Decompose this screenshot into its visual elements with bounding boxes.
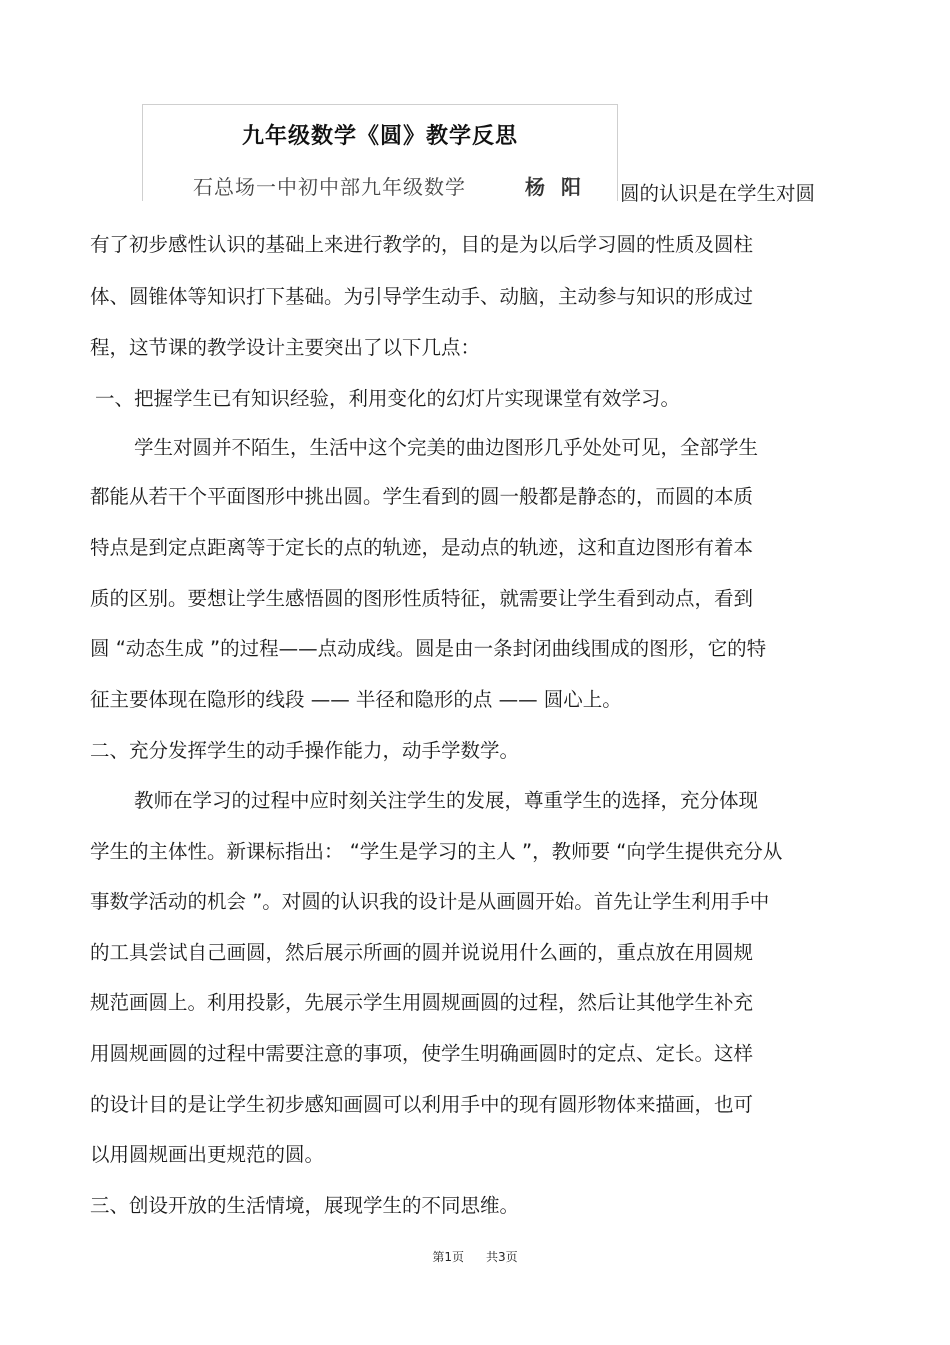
body-line: 规范画圆上。利用投影，先展示学生用圆规画圆的过程，然后让其他学生补充	[90, 991, 754, 1014]
page-footer	[0, 1248, 950, 1265]
section-heading: 三、创设开放的生活情境，展现学生的不同思维。	[90, 1194, 520, 1217]
body-line: 的设计目的是让学生初步感知画圆可以利用手中的现有圆形物体来描画，也可	[90, 1093, 754, 1116]
page-total: 共3页	[486, 1250, 518, 1264]
body-line: 程，这节课的教学设计主要突出了以下几点：	[90, 336, 481, 359]
document-title: 九年级数学《圆》教学反思	[241, 123, 518, 149]
body-line: 学生对圆并不陌生，生活中这个完美的曲边图形几乎处处可见，全部学生	[134, 436, 759, 459]
author-affiliation: 石总场一中初中部九年级数学	[193, 175, 466, 199]
body-line: 有了初步感性认识的基础上来进行教学的，目的是为以后学习圆的性质及圆柱	[90, 233, 754, 256]
body-line: 征主要体现在隐形的线段 —— 半径和隐形的点 —— 圆心上。	[90, 688, 622, 711]
body-line: 圆 “动态生成 ”的过程——点动成线。圆是由一条封闭曲线围成的图形，它的特	[90, 637, 767, 660]
title-image	[142, 104, 618, 201]
body-line: 教师在学习的过程中应时刻关注学生的发展，尊重学生的选择，充分体现	[134, 789, 759, 812]
section-heading: 一、把握学生已有知识经验，利用变化的幻灯片实现课堂有效学习。	[95, 387, 681, 410]
page-number: 第1页	[432, 1250, 464, 1264]
author-name: 杨阳	[525, 175, 597, 199]
body-line: 学生的主体性。新课标指出： “学生是学习的主人 ”，教师要 “向学生提供充分从	[90, 840, 783, 863]
section-heading: 二、充分发挥学生的动手操作能力，动手学数学。	[90, 739, 520, 762]
body-line: 体、圆锥体等知识打下基础。为引导学生动手、动脑，主动参与知识的形成过	[90, 285, 754, 308]
body-line: 的工具尝试自己画圆，然后展示所画的圆并说说用什么画的，重点放在用圆规	[90, 941, 754, 964]
body-line: 以用圆规画出更规范的圆。	[90, 1143, 325, 1166]
body-line: 用圆规画圆的过程中需要注意的事项，使学生明确画圆时的定点、定长。这样	[90, 1042, 754, 1065]
body-line: 特点是到定点距离等于定长的点的轨迹，是动点的轨迹，这和直边图形有着本	[90, 536, 754, 559]
body-line: 事数学活动的机会 ”。对圆的认识我的设计是从画圆开始。首先让学生利用手中	[90, 890, 770, 913]
body-line: 圆的认识是在学生对圆	[620, 182, 816, 205]
body-line: 都能从若干个平面图形中挑出圆。学生看到的圆一般都是静态的，而圆的本质	[90, 485, 754, 508]
body-line: 质的区别。要想让学生感悟圆的图形性质特征，就需要让学生看到动点，看到	[90, 587, 754, 610]
